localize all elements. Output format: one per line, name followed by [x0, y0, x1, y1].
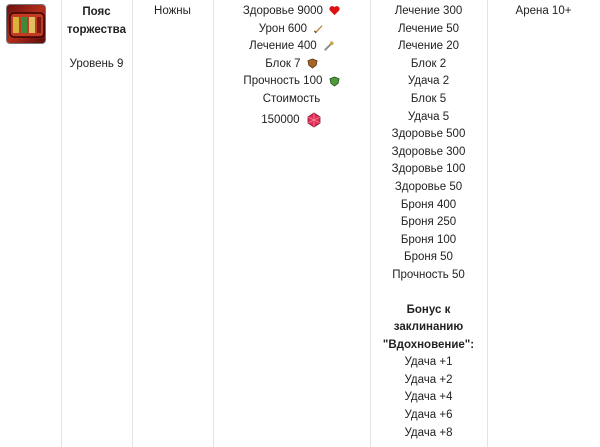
upgrade-item: Прочность 50: [392, 268, 465, 281]
upgrade-item: Здоровье 50: [394, 180, 463, 193]
sword-icon: [313, 23, 324, 34]
upgrade-item: Лечение 20: [397, 40, 460, 53]
upgrade-item: Блок 5: [410, 92, 447, 105]
upgrade-item: Удача 2: [407, 75, 450, 88]
stat-health: [213, 3, 370, 21]
cost-label: Стоимость: [262, 92, 321, 105]
belt-icon: [7, 5, 46, 44]
stat-durability-label: Прочность 100: [243, 75, 323, 88]
upgrade-item: Удача 5: [407, 110, 450, 123]
upgrades-column: [370, 3, 487, 442]
stat-block: [213, 56, 370, 74]
upgrade-item: Лечение 50: [397, 22, 460, 35]
upgrade-item: Броня 400: [400, 198, 457, 211]
shield-icon: [307, 58, 318, 69]
bonus-item: Удача +8: [404, 426, 453, 439]
upgrade-item: Броня 100: [400, 233, 457, 246]
upgrade-item: Броня 50: [404, 251, 453, 264]
arena-column: [487, 3, 600, 21]
stat-block-label: Блок 7: [265, 57, 301, 70]
column-divider: [487, 0, 488, 447]
upgrade-item: Лечение 300: [394, 5, 463, 17]
arena-requirement: Арена 10+: [515, 5, 572, 17]
item-name: торжества: [67, 23, 126, 36]
item-slot: Ножны: [154, 5, 191, 17]
column-divider: [132, 0, 133, 447]
stat-heal-label: Лечение 400: [249, 40, 317, 53]
stat-health-label: Здоровье 9000: [242, 5, 323, 17]
wand-icon: [323, 41, 334, 52]
item-name: Пояс: [82, 6, 111, 18]
bonus-item: Удача +2: [404, 373, 453, 386]
stat-damage-label: Урон 600: [258, 22, 308, 35]
slot-column: [132, 3, 213, 21]
belt-item-icon[interactable]: [6, 4, 46, 44]
bonus-title: "Вдохновение":: [382, 338, 475, 351]
bonus-title: Бонус к: [406, 303, 451, 316]
upgrade-item: Броня 250: [400, 216, 457, 229]
cost-amount: 150000: [261, 113, 300, 126]
stat-durability: [213, 73, 370, 91]
cost-value: [213, 109, 370, 131]
item-level: Уровень 9: [69, 58, 124, 71]
ruby-icon: [306, 112, 322, 128]
stat-heal: [213, 38, 370, 56]
bonus-item: Удача +4: [404, 391, 453, 404]
upgrade-item: Здоровье 100: [391, 163, 466, 176]
heart-icon: [329, 5, 340, 16]
bonus-title: заклинанию: [393, 321, 464, 334]
upgrade-item: Здоровье 300: [391, 145, 466, 158]
upgrade-item: Здоровье 500: [391, 128, 466, 141]
bonus-item: Удача +6: [404, 409, 453, 422]
stats-column: [213, 3, 370, 131]
bonus-item: Удача +1: [404, 356, 453, 369]
item-name-column: [61, 4, 132, 74]
durability-shield-icon: [329, 76, 340, 87]
upgrade-item: Блок 2: [410, 57, 447, 70]
stat-damage: [213, 21, 370, 39]
